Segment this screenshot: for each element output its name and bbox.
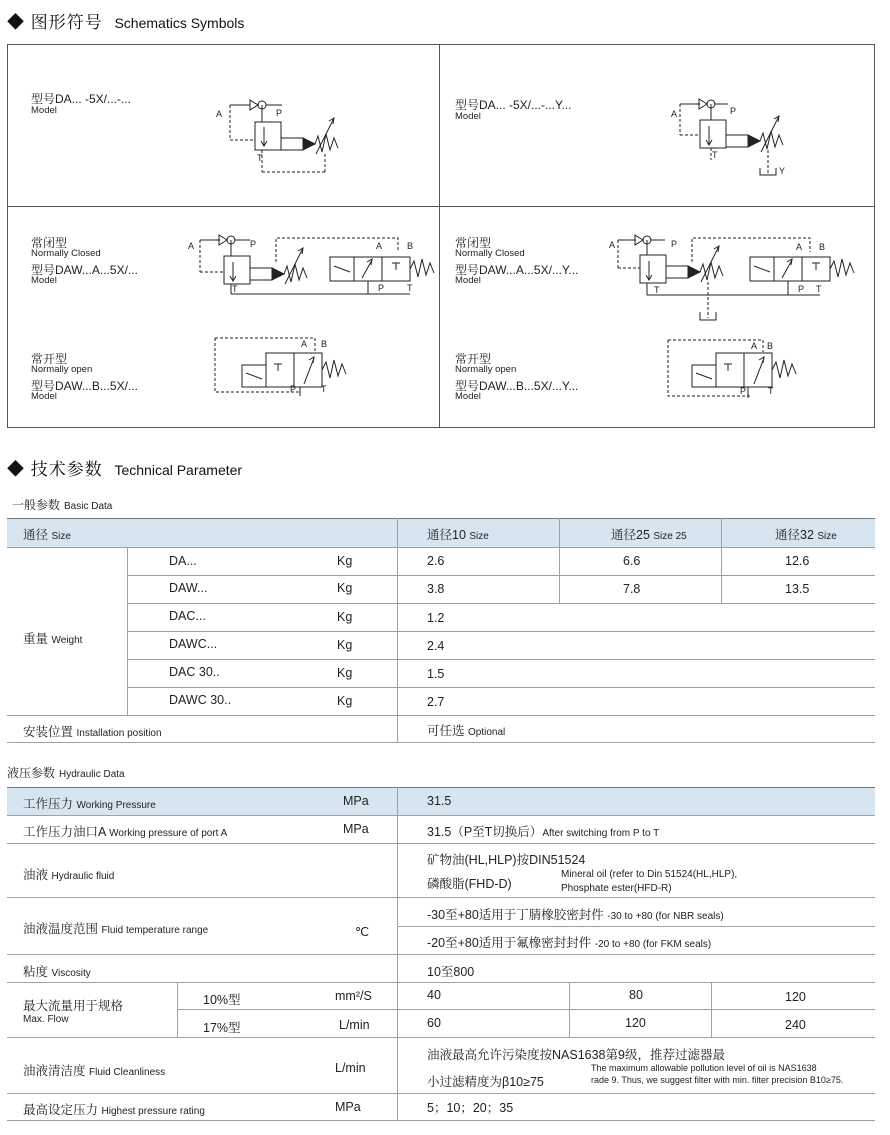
- port-a-label: 工作压力油口A Working pressure of port A: [23, 825, 228, 839]
- flow-value: 120: [625, 1016, 646, 1030]
- temp-value-2: -20至+80适用于氟橡密封封件 -20 to +80 (for FKM seals): [427, 936, 712, 950]
- row-value: 1.5: [427, 667, 445, 681]
- row-unit: Kg: [337, 694, 353, 708]
- port-label-a-4b: A: [796, 242, 803, 252]
- schematic-cell-5-label: 常开型 Normally open 型号DAW...B...5X/... Model: [31, 352, 138, 402]
- port-label-p-2: P: [730, 106, 737, 116]
- working-pressure-unit: MPa: [343, 794, 369, 808]
- port-label-t-5: T: [321, 384, 327, 394]
- header-size-32: 通径32 Size: [775, 528, 837, 542]
- port-label-b-5: B: [321, 339, 328, 349]
- port-label-p-4b: P: [798, 284, 805, 294]
- highest-pressure-unit: MPa: [335, 1100, 361, 1114]
- flow-value: 120: [785, 990, 806, 1004]
- port-label-a-4: A: [609, 240, 616, 250]
- header-size-25: 通径25 Size 25: [611, 528, 687, 542]
- row-value: 2.6: [427, 554, 445, 568]
- install-label: 安装位置 Installation position: [23, 725, 162, 739]
- hydraulic-symbols-drawing: [0, 0, 890, 430]
- header-size-10: 通径10 Size: [427, 528, 489, 542]
- port-label-a-6: A: [751, 341, 758, 351]
- row-value: 2.4: [427, 639, 445, 653]
- cleanliness-value-2: 小过滤精度为β10≥75: [427, 1075, 544, 1089]
- hydraulic-data-title: 液压参数 Hydraulic Data: [7, 766, 125, 780]
- schematic-cell-3-label: 常闭型 Normally Closed 型号DAW...A...5X/... Model: [31, 236, 138, 286]
- port-label-a-3b: A: [376, 241, 383, 251]
- viscosity-label: 粘度 Viscosity: [23, 965, 91, 979]
- working-pressure-value: 31.5: [427, 794, 452, 808]
- cleanliness-label: 油液清洁度 Fluid Cleanliness: [23, 1064, 166, 1078]
- schematic-cell-4-label: 常闭型 Normally Closed 型号DAW...A...5X/...Y... Model: [455, 236, 579, 286]
- port-label-t-6: T: [768, 386, 774, 396]
- schematic-cell-2-label: 型号DA... -5X/...-...Y... Model: [455, 98, 572, 122]
- port-label-p-3b: P: [378, 283, 385, 293]
- fluid-value-en-1: Mineral oil (refer to Din 51524(HL,HLP),: [561, 869, 738, 880]
- row-model: DAWC 30..: [169, 693, 232, 707]
- schematics-section-title: ◆ 图形符号 Schematics Symbols: [7, 13, 245, 32]
- flow-unit-1: mm²/S: [335, 989, 372, 1003]
- technical-section-title: ◆ 技术参数 Technical Parameter: [7, 460, 243, 479]
- schematic-cell-1-label: 型号DA... -5X/...-... Model: [31, 92, 132, 116]
- basic-data-table: [7, 518, 875, 742]
- weight-label: 重量 Weight: [23, 632, 83, 646]
- port-label-b-3: B: [407, 241, 414, 251]
- row-unit: Kg: [337, 666, 353, 680]
- port-a-value: 31.5（P至T切换后）After switching from P to T: [427, 825, 660, 839]
- port-a-unit: MPa: [343, 822, 369, 836]
- flow-type-1: 10%型: [203, 993, 241, 1007]
- port-label-a-2: A: [671, 109, 678, 119]
- port-label-a-3: A: [188, 241, 195, 251]
- port-label-b-4: B: [819, 242, 826, 252]
- flow-value: 80: [629, 988, 643, 1002]
- fluid-value-2: 磷酸脂(FHD-D): [427, 877, 512, 891]
- port-label-p-4: P: [671, 239, 678, 249]
- install-value: 可任选 Optional: [427, 724, 506, 738]
- unloading-valve-symbol-1: [230, 100, 338, 172]
- port-label-a-5: A: [301, 339, 308, 349]
- diamond-icon: ◆: [7, 13, 25, 32]
- port-label-t-2: T: [712, 150, 718, 160]
- temp-label: 油液温度范围 Fluid temperature range: [23, 922, 209, 936]
- fluid-label: 油液 Hydraulic fluid: [23, 868, 115, 882]
- basic-data-title: 一般参数 Basic Data: [12, 498, 113, 512]
- port-label-t-4: T: [654, 285, 660, 295]
- cleanliness-value-1: 油液最高允许污染度按NAS1638第9级，推荐过滤器最: [427, 1048, 725, 1062]
- row-model: DAC 30..: [169, 665, 220, 679]
- cleanliness-value-en-1: The maximum allowable pollution level of oil is NAS1638: [591, 1063, 817, 1073]
- schematic-cell-6-label: 常开型 Normally open 型号DAW...B...5X/...Y... Model: [455, 352, 579, 402]
- header-size: 通径 Size: [23, 528, 71, 542]
- port-label-a-1: A: [216, 109, 223, 119]
- fluid-value-1: 矿物油(HL,HLP)按DIN51524: [427, 853, 586, 867]
- port-label-p-3: P: [250, 239, 257, 249]
- flow-value: 60: [427, 1016, 441, 1030]
- highest-pressure-label: 最高设定压力 Highest pressure rating: [23, 1103, 205, 1117]
- row-value: 2.7: [427, 695, 445, 709]
- cleanliness-unit: L/min: [335, 1061, 366, 1075]
- hydraulic-data-table: [7, 787, 875, 1121]
- port-label-t-3b: T: [407, 283, 413, 293]
- port-label-p-1: P: [276, 108, 283, 118]
- flow-value: 40: [427, 988, 441, 1002]
- row-unit: Kg: [337, 554, 353, 568]
- row-value: 12.6: [785, 554, 810, 568]
- row-value: 13.5: [785, 582, 810, 596]
- port-label-b-6: B: [767, 341, 774, 351]
- row-value: 6.6: [623, 554, 641, 568]
- row-value: 7.8: [623, 582, 641, 596]
- row-unit: Kg: [337, 581, 353, 595]
- port-label-y-2: Y: [779, 166, 786, 176]
- port-label-p-5: P: [290, 384, 297, 394]
- flow-type-2: 17%型: [203, 1021, 241, 1035]
- row-value: 3.8: [427, 582, 445, 596]
- row-model: DAWC...: [169, 637, 218, 651]
- diamond-icon: ◆: [7, 460, 25, 479]
- temp-unit: ℃: [355, 925, 370, 939]
- row-unit: Kg: [337, 610, 353, 624]
- cleanliness-value-en-2: rade 9. Thus, we suggest filter with min. filter precision B10≥75.: [591, 1075, 844, 1085]
- unloading-valve-symbol-6: [668, 340, 796, 398]
- fluid-value-en-2: Phosphate ester(HFD-R): [561, 883, 672, 894]
- viscosity-value: 10至800: [427, 965, 475, 979]
- row-model: DAW...: [169, 581, 208, 595]
- row-value: 1.2: [427, 611, 445, 625]
- row-model: DAC...: [169, 609, 206, 623]
- flow-unit-2: L/min: [339, 1018, 370, 1032]
- row-model: DA...: [169, 554, 197, 568]
- temp-value-1: -30至+80适用于丁腈橡胶密封件 -30 to +80 (for NBR seals): [427, 908, 724, 922]
- row-unit: Kg: [337, 638, 353, 652]
- port-label-t-1: T: [257, 153, 263, 163]
- port-label-t-3: T: [232, 284, 238, 294]
- port-label-p-6: P: [740, 386, 747, 396]
- working-pressure-label: 工作压力 Working Pressure: [23, 797, 156, 811]
- max-flow-label: 最大流量用于规格 Max. Flow: [23, 999, 124, 1025]
- highest-pressure-value: 5；10；20；35: [427, 1101, 514, 1115]
- port-label-t-4b: T: [816, 284, 822, 294]
- flow-value: 240: [785, 1018, 806, 1032]
